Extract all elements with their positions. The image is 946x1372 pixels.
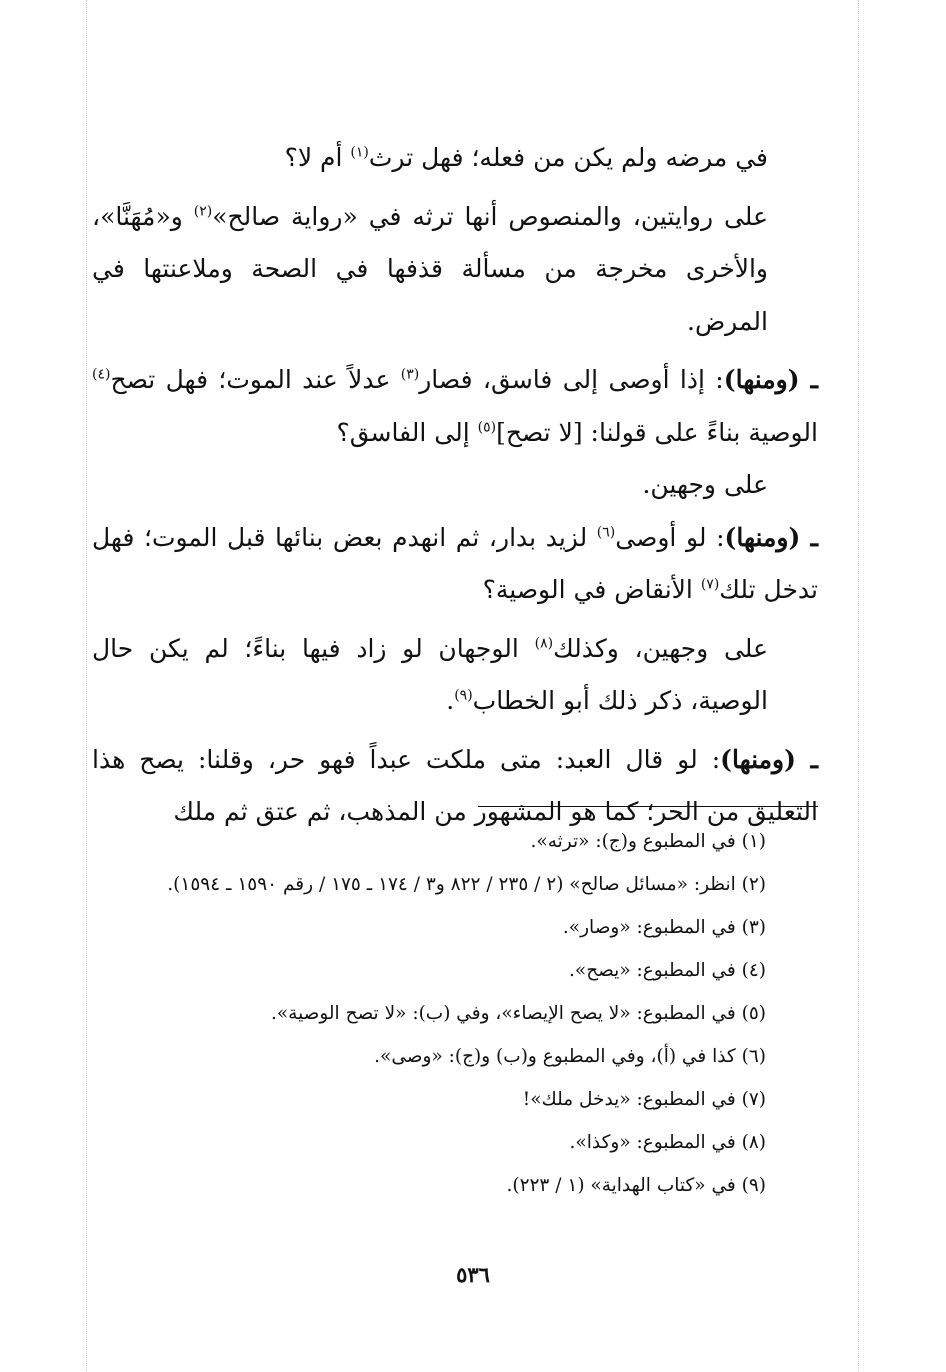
text-run: على روايتين، والمنصوص أنها ترثه في «رواية صالح» (212, 201, 768, 231)
rule-heading: ـ (ومنها) (723, 365, 818, 394)
paragraph (92, 512, 818, 617)
text-run: إلى الفاسق؟ (336, 417, 478, 447)
text-run: . (446, 686, 455, 715)
footnote-item: (٧) في المطبوع: «يدخل ملك»! (522, 1089, 766, 1110)
footnote-marker: (٢) (193, 203, 213, 220)
text-run: عدلاً عند الموت؛ فهل تصح (110, 365, 401, 394)
footnote-item: (٢) انظر: «مسائل صالح» (٢ / ٢٣٥ / ٨٢٢ و٣ / ١٧٤ ـ ١٧٥ / رقم ١٥٩٠ ـ ١٥٩٤). (167, 874, 766, 895)
footnote-item: (١) في المطبوع و(ج): «ترثه». (530, 831, 766, 852)
paragraph (92, 354, 818, 459)
text-run: : لو أوصى (615, 522, 725, 552)
footnote-item: (٣) في المطبوع: «وصار». (562, 917, 766, 938)
footnote-marker: (٦) (596, 524, 616, 541)
footnote-item: (٤) في المطبوع: «يصح». (569, 960, 766, 981)
text-run: على وجهين، وكذلك (553, 633, 769, 663)
footnote-marker: (٨) (534, 635, 554, 652)
text-run: و«مُهَنَّا»، والأخرى مخرجة من مسألة قذفها في الصحة وملاعنتها في المرض. (92, 201, 768, 336)
text-run: : إذا أوصى إلى فاسق، فصار (419, 365, 724, 394)
footnote-item: (٩) في «كتاب الهداية» (١ / ٢٢٣). (506, 1175, 766, 1196)
text-run: أم لا؟ (284, 143, 351, 172)
text-run: في مرضه ولم يكن من فعله؛ فهل ترث (368, 143, 768, 172)
paragraph (92, 132, 818, 185)
footnote-item: (٨) في المطبوع: «وكذا». (569, 1132, 766, 1153)
text-run: لزيد بدار، ثم انهدم بعض بنائها قبل الموت؛ فهل تدخل تلك (92, 522, 818, 604)
paragraph (92, 459, 818, 512)
footnote-separator (478, 806, 818, 807)
page-edge-right (858, 0, 859, 1372)
footnote-marker: (٣) (400, 366, 420, 383)
text-run: الأنقاض في الوصية؟ (482, 575, 701, 604)
paragraph (92, 623, 818, 728)
page-number: ٥٣٦ (456, 1262, 490, 1287)
rule-heading: ـ (ومنها) (724, 522, 819, 552)
footnote-marker: (١) (350, 144, 369, 161)
footnote-item: (٥) في المطبوع: «لا يصح الإيصاء»، وفي (ب): «لا تصح الوصية». (270, 1003, 766, 1024)
text-run: على وجهين. (642, 470, 768, 499)
paragraph (92, 191, 818, 349)
rule-heading: ـ (ومنها) (720, 744, 818, 774)
text-run: الوجهان لو زاد فيها بناءً؛ لم يكن حال الوصية، ذكر ذلك أبو الخطاب (92, 633, 768, 715)
text-run: الوصية بناءً على قولنا: [لا تصح] (496, 417, 818, 447)
footnote-marker: (٥) (477, 419, 497, 436)
main-text (92, 132, 818, 839)
footnotes (92, 820, 818, 1207)
page-edge-left (86, 0, 87, 1372)
footnote-marker: (٩) (454, 687, 473, 704)
text-run: : لو قال العبد: متى ملكت عبداً فهو حر، وقلنا: يصح هذا التعليق من الحر؛ كما هو المشهور من المذهب، ثم عتق ثم ملك (92, 744, 818, 826)
footnote-marker: (٧) (700, 576, 720, 593)
footnote-item: (٦) كذا في (أ)، وفي المطبوع و(ب) و(ج): «وصى». (374, 1046, 766, 1067)
footnote-marker: (٤) (92, 366, 111, 383)
